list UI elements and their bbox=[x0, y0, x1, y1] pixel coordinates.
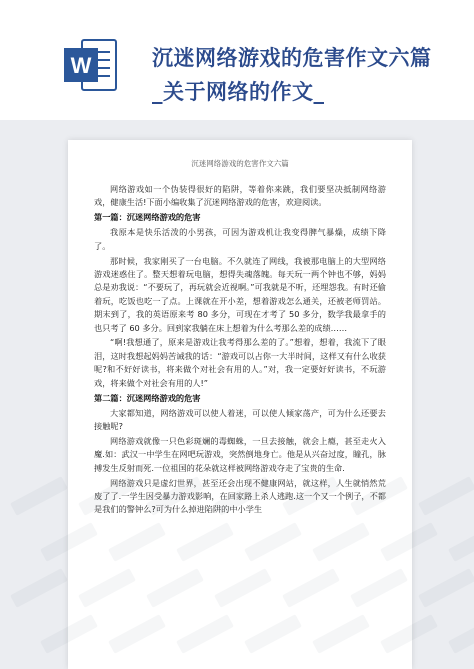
paragraph: 网络游戏只是虚幻世界，甚至还会出现不健康网站，就这样，人生就悄然荒废了了.一学生因受暴力游戏影响，在回家路上杀人逃跑.这一个又一个例子，不都是我们的警钟么?可为什么掉进陷阱的中小学生 bbox=[94, 477, 386, 515]
document-preview bbox=[68, 140, 412, 669]
watermark-tile bbox=[10, 476, 68, 516]
watermark-tile bbox=[418, 568, 474, 608]
paragraph: 我原本是快乐活泼的小男孩，可因为游戏机让我变得脾气暴燥，成绩下降了。 bbox=[94, 227, 386, 251]
paragraph: 大家都知道，网络游戏可以使人着迷，可以使人倾家荡产，可为什么还要去接触呢? bbox=[94, 407, 386, 431]
watermark-tile bbox=[448, 614, 474, 654]
page-header bbox=[0, 0, 474, 120]
section-heading: 第一篇：沉迷网络游戏的危害 bbox=[94, 212, 201, 223]
watermark-tile bbox=[418, 476, 474, 516]
watermark-tile bbox=[448, 522, 474, 562]
paragraph: 那时候，我家刚买了一台电脑。不久就连了网线，我被那电脑上的大型网络游戏迷惑住了。整天想着玩电脑，想得失魂落魄。每天玩一两个钟也不够，妈妈总是劝我说：“不要玩了，再玩就会近视啊。”可我就是不听，还埋怨我。有时还偷着玩，吃饭也吃一了点。上课就在开小差，想着游戏怎么通关，还被老师罚站。期末到了，我的英语原来考 80 多分，可现在才考了 50 多分，数学我最拿手的也只考了 60 多分。回到家我躺在床上想着为什么考那么差的成绩…… bbox=[94, 255, 386, 333]
document-title: 沉迷网络游戏的危害作文六篇 bbox=[191, 159, 289, 168]
section-heading: 第二篇：沉迷网络游戏的危害 bbox=[94, 392, 201, 403]
page-title-line1: 沉迷网络游戏的危害作文六篇 bbox=[152, 45, 432, 70]
document-body bbox=[94, 183, 386, 517]
watermark-tile bbox=[10, 568, 68, 608]
paragraph: “啊!我想通了，原来是游戏让我考得那么差的了。”想着，想着，我流下了眼泪，这时我想起妈妈苦诫我的话：“游戏可以占你一大半时间，这样又有什么收获呢?和不好好读书，将来做个对社会有用的人。”对，我一定要好好读书，不玩游戏，将来做个对社会有用的人!” bbox=[94, 337, 386, 388]
paragraph: 网络游戏就像一只色彩斑斓的毒蜘蛛，一旦去接触，就会上瘾，甚至走火入魔.如：武汉一中学生在网吧玩游戏，突然倒地身亡。他是从兴奋过度，瞳孔，脉搏发生反射而死.一位祖国的花朵就这样被网络游戏夺走了宝贵的生命. bbox=[94, 435, 386, 473]
word-doc-icon bbox=[62, 36, 120, 94]
page-title-line2: _关于网络的作文_ bbox=[152, 79, 325, 104]
word-icon-letter: W bbox=[70, 53, 92, 78]
paragraph: 网络游戏如一个伪装得很好的陷阱，等着你来跳，我们要坚决抵制网络游戏，健康生活!下面小编收集了沉迷网络游戏的危害，欢迎阅读。 bbox=[94, 184, 386, 208]
